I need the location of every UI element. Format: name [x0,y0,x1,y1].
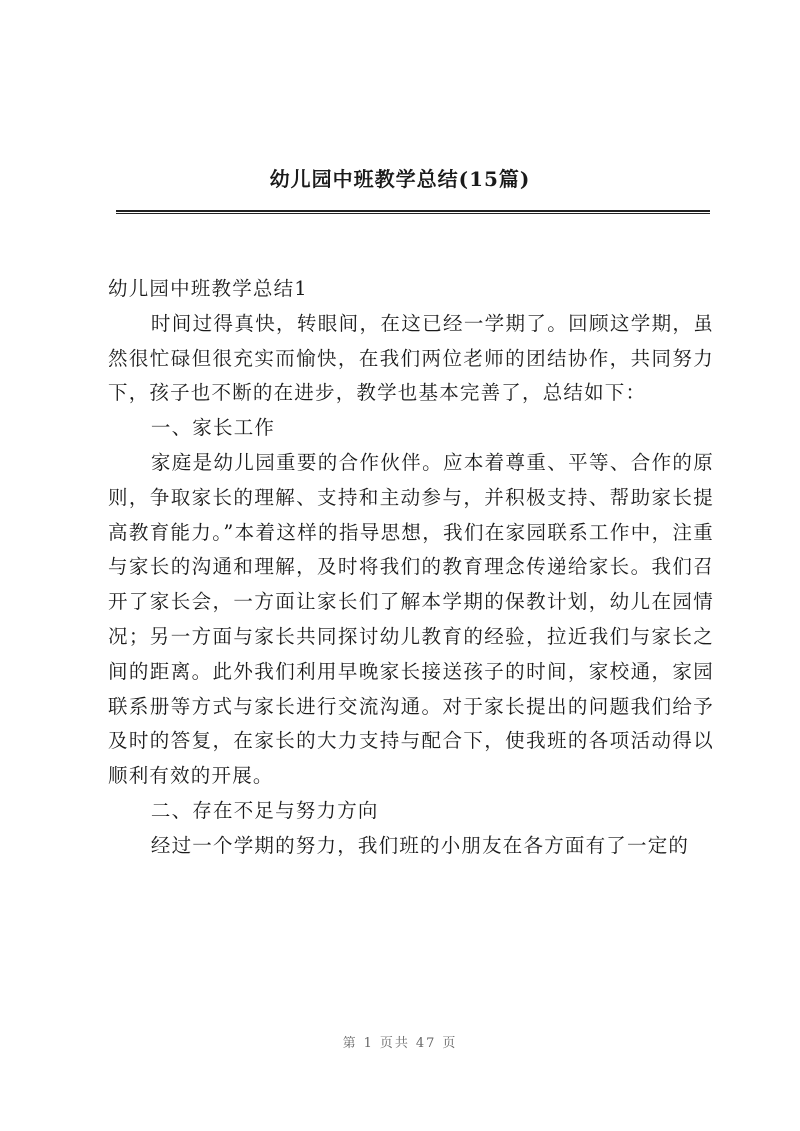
footer-page-label: 第 [342,1036,358,1051]
paragraph-parent-work: 家庭是幼儿园重要的合作伙伴。应本着尊重、平等、合作的原则，争取家长的理解、支持和主动参与，并积极支持、帮助家长提高教育能力。”本着这样的指导思想，我们在家园联系工作中，注重与家长的沟通和理解，及时将我们的教育理念传递给家长。我们召开了家长会，一方面让家长们了解本学期的保教计划，幼儿在园情况；另一方面与家长共同探讨幼儿教育的经验，拉近我们与家长之间的距离。此外我们利用早晚家长接送孩子的时间，家校通，家园联系册等方式与家长进行交流沟通。对于家长提出的问题我们给予及时的答复，在家长的大力支持与配合下，使我班的各项活动得以顺利有效的开展。 [108,450,714,788]
footer-total-pages: 47 [415,1036,437,1051]
document-title: 幼儿园中班教学总结(15篇) [269,167,531,191]
footer-page-end: 页 [442,1036,458,1051]
document-body [108,272,714,864]
footer-page-number: 1 [363,1036,374,1051]
paragraph-shortcomings: 经过一个学期的努力，我们班的小朋友在各方面有了一定的 [150,833,690,857]
section-heading: 幼儿园中班教学总结1 [108,277,308,300]
subheading-parent-work: 一、家长工作 [150,416,276,440]
page-footer [0,1032,800,1051]
title-divider [116,210,710,214]
footer-page-mid: 页共 [379,1036,410,1051]
subheading-shortcomings: 二、存在不足与努力方向 [150,798,379,822]
paragraph-intro: 时间过得真快，转眼间，在这已经一学期了。回顾这学期，虽然很忙碌但很充实而愉快，在我们两位老师的团结协作，共同努力下，孩子也不断的在进步，教学也基本完善了，总结如下： [108,311,714,405]
